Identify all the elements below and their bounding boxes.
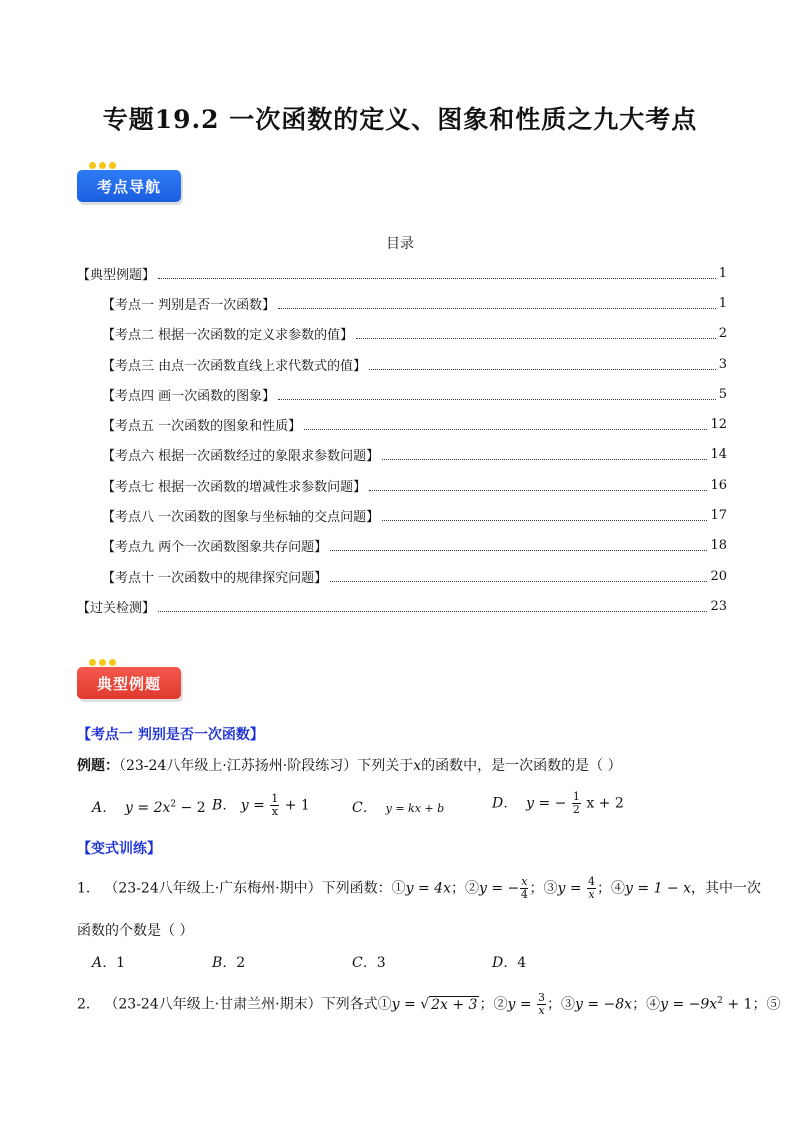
toc-page-number: 5 bbox=[718, 386, 727, 402]
toc-row[interactable] bbox=[77, 440, 727, 470]
toc-leader bbox=[330, 571, 707, 582]
toc-leader bbox=[304, 419, 707, 430]
toc-page-number: 12 bbox=[710, 417, 727, 433]
page-title: 专题19.2 一次函数的定义、图象和性质之九大考点 bbox=[102, 105, 698, 134]
toc-row[interactable] bbox=[77, 531, 727, 561]
toc-row[interactable] bbox=[77, 561, 727, 591]
toc-row[interactable] bbox=[77, 319, 727, 349]
toc-row[interactable] bbox=[77, 258, 727, 288]
q1-option-d: D．4 bbox=[492, 955, 527, 971]
toc-label: 【考点五 一次函数的图象和性质】 bbox=[102, 419, 302, 435]
toc-page-number: 1 bbox=[718, 265, 727, 281]
toc-label: 【考点八 一次函数的图象与坐标轴的交点问题】 bbox=[102, 510, 380, 526]
question-2-line-1: 2． （23-24八年级上·甘肃兰州·期末）下列各式①y = √ 2x + 3 ；②y = $\frac{3}{x}$ ；③y = −8x；④y = $-9x^2 + 1$；⑤ bbox=[77, 991, 781, 1017]
toc-leader bbox=[158, 268, 716, 279]
toc-label: 【过关检测】 bbox=[77, 600, 156, 616]
example-question: 例题：（23-24八年级上·江苏扬州·阶段练习）下列关于x的函数中，是一次函数的是（ ） bbox=[77, 758, 622, 774]
toc-leader bbox=[382, 510, 707, 521]
badge-dots-icon bbox=[89, 162, 116, 169]
toc-label: 【典型例题】 bbox=[77, 267, 156, 283]
q1-option-c: C．3 bbox=[352, 955, 386, 971]
toc-label: 【考点九 两个一次函数图象共存问题】 bbox=[102, 540, 328, 556]
section-heading: 【考点一 判别是否一次函数】 bbox=[77, 727, 264, 743]
question-1-line-2: 函数的个数是（ ） bbox=[77, 923, 194, 939]
option-d: D． y = − $\frac{1}{2}$ x + 2 bbox=[492, 790, 624, 816]
toc-leader bbox=[330, 540, 707, 551]
toc-label: 【考点二 根据一次函数的定义求参数的值】 bbox=[102, 328, 354, 344]
variant-heading: 【变式训练】 bbox=[77, 841, 161, 857]
toc-leader bbox=[369, 480, 707, 491]
toc-row[interactable] bbox=[77, 591, 727, 621]
toc-row[interactable] bbox=[77, 470, 727, 500]
toc-label: 【考点六 根据一次函数经过的象限求参数问题】 bbox=[102, 449, 380, 465]
option-a: A． $y = 2x^2 - 2$ bbox=[92, 799, 206, 816]
toc-leader bbox=[369, 359, 716, 370]
toc-row[interactable] bbox=[77, 500, 727, 530]
toc-page-number: 23 bbox=[710, 598, 727, 614]
toc-page-number: 2 bbox=[718, 326, 727, 342]
toc-label: 【考点四 画一次函数的图象】 bbox=[102, 388, 276, 404]
toc-row[interactable] bbox=[77, 349, 727, 379]
toc-page-number: 18 bbox=[710, 538, 727, 554]
question-1-line-1: 1． （23-24八年级上·广东梅州·期中）下列函数：①y = 4x；②y = − $\frac{x}{4}$ ；③y = $\frac{4}{x}$ ；④y = 1 − x，其中一次 bbox=[77, 875, 762, 901]
toc-leader bbox=[356, 328, 716, 339]
toc-heading: 目录 bbox=[386, 236, 414, 252]
toc-page-number: 3 bbox=[718, 356, 727, 372]
examples-badge bbox=[77, 662, 181, 700]
nav-badge-label: 考点导航 bbox=[77, 170, 181, 202]
toc-page-number: 14 bbox=[710, 447, 727, 463]
toc-label: 【考点三 由点一次函数直线上求代数式的值】 bbox=[102, 358, 367, 374]
toc-label: 【考点七 根据一次函数的增减性求参数问题】 bbox=[102, 479, 367, 495]
option-c: C． y = kx + b bbox=[352, 800, 445, 816]
toc-page-number: 16 bbox=[710, 477, 727, 493]
toc-page-number: 20 bbox=[710, 568, 727, 584]
examples-badge-label: 典型例题 bbox=[77, 667, 181, 699]
example-label: 例题： bbox=[77, 758, 119, 774]
toc-row[interactable] bbox=[77, 409, 727, 439]
toc-label: 【考点一 判别是否一次函数】 bbox=[102, 297, 276, 313]
badge-dots-icon bbox=[89, 659, 116, 666]
toc-row[interactable] bbox=[77, 288, 727, 318]
toc-page-number: 17 bbox=[710, 508, 727, 524]
q1-option-b: B．2 bbox=[212, 955, 246, 971]
nav-badge bbox=[77, 165, 181, 203]
toc-leader bbox=[278, 298, 716, 309]
toc-row[interactable] bbox=[77, 379, 727, 409]
toc-leader bbox=[278, 389, 716, 400]
toc-page-number: 1 bbox=[718, 295, 727, 311]
table-of-contents bbox=[77, 258, 727, 622]
toc-leader bbox=[382, 449, 707, 460]
toc-leader bbox=[158, 601, 707, 612]
q1-option-a: A．1 bbox=[92, 955, 126, 971]
toc-label: 【考点十 一次函数中的规律探究问题】 bbox=[102, 570, 328, 586]
option-b: B． y = $\frac{1}{x}$ + 1 bbox=[212, 792, 310, 818]
